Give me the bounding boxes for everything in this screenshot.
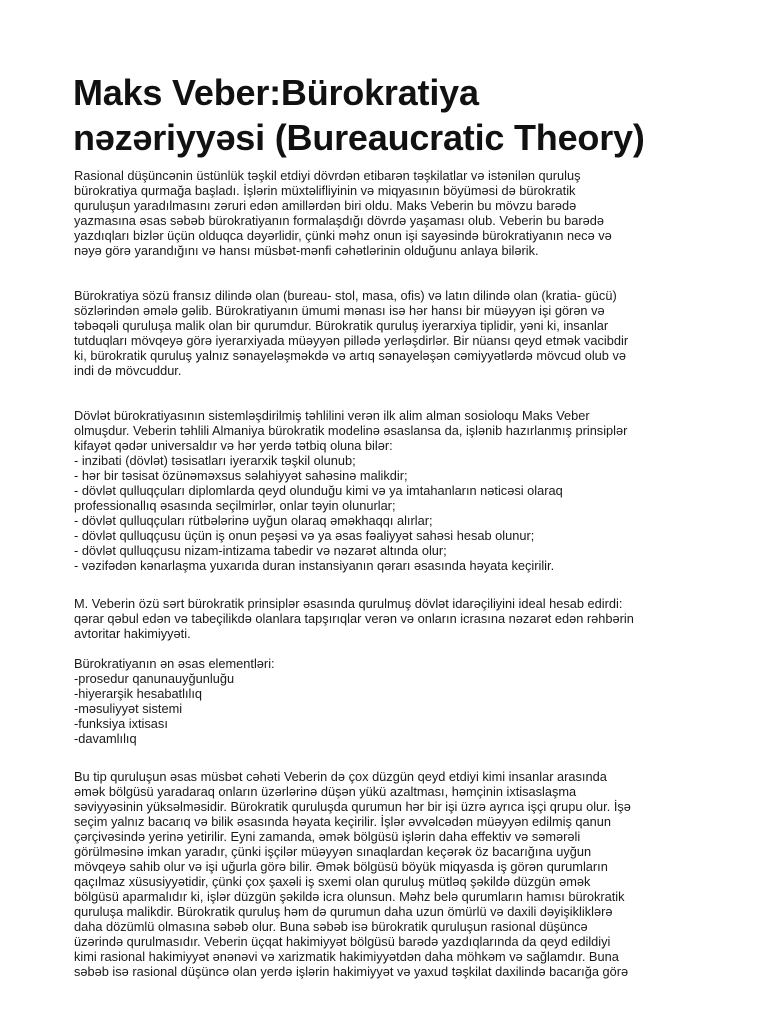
text-line: yazdıqları bizlər üçün olduqca dəyərlidir, çünki məhz onun işi sayəsində bürokratiyanın necə və — [74, 228, 612, 243]
text-line: sözlərindən əmələ gəlib. Bürokratiyanın ümumi mənası isə hər hansı bir müəyyən işi görən və — [74, 303, 605, 318]
text-line: qərar qəbul edən və tabeçilikdə olanlara tapşırıqlar verən və onların icrasına nəzarət edən rəhbərin — [74, 611, 634, 626]
text-line: bölgüsü aparmalıdır ki, işlər düzgün şəkildə icra olunsun. Məhz belə qurumların hamısı bürokratik — [74, 889, 625, 904]
list-item: -davamlılıq — [74, 731, 137, 746]
text-line: üzərində qurulmasıdır. Veberin üçqat hakimiyyət bölgüsü barədə yazdıqlarında da qeyd edildiyi — [74, 934, 611, 949]
text-line: yazmasına əsas səbəb bürokratiyanın formalaşdığı dövrdə yaşaması olub. Veberin bu barədə — [74, 213, 604, 228]
text-line: nəyə görə yarandığını və hansı müsbət-mənfi cəhətlərinin olduğunu anlaya bilərik. — [74, 243, 539, 258]
text-line: olmuşdur. Veberin təhlili Almaniya bürokratik modelinə əsaslansa da, işlənib hazırlanmış prinsiplər — [74, 423, 628, 438]
text-line: Rasional düşüncənin üstünlük təşkil etdiyi dövrdən etibarən təşkilatlar və istənilən quruluş — [74, 168, 581, 183]
text-line: əmək bölgüsü yaradaraq onların üzərlərinə düşən yükü azaltması, həmçinin ixtisaslaşma — [74, 784, 577, 799]
text-line: quruluşa malikdir. Bürokratik quruluş həm də qurumun daha uzun ömürlü və daxili dəyişikliklərə — [74, 904, 613, 919]
paragraph-ideal — [74, 596, 714, 641]
list-item: -məsuliyyət sistemi — [74, 701, 183, 716]
list-item: -prosedur qanunauyğunluğu — [74, 671, 235, 686]
list-item: - dövlət qulluqçusu üçün iş onun peşəsi və ya əsas fəaliyyət sahəsi hesab olunur; — [74, 528, 535, 543]
text-line: avtoritar hakimiyyəti. — [74, 626, 191, 641]
list-item: -hiyerarşik hesabatlılıq — [74, 686, 203, 701]
paragraph-gap — [74, 258, 714, 288]
document-body — [74, 168, 714, 979]
text-line: görülməsinə imkan yaradır, çünki işçilər müəyyən sınaqlardan keçərək öz bacarığına uyğun — [74, 844, 592, 859]
list-heading: Bürokratiyanın ən əsas elementləri: — [74, 656, 275, 671]
text-line: ki, bürokratik quruluş yalnız sənayeləşməkdə və artıq sənayeləşən cəmiyyətlərdə mövcud olub və — [74, 348, 626, 363]
paragraph-elements — [74, 656, 714, 746]
paragraph-gap — [74, 641, 714, 656]
paragraph-gap — [74, 378, 714, 408]
text-line: bürokratiya qurmağa başladı. İşlərin müxtəlifliyinin və miqyasının böyüməsi də bürokratik — [74, 183, 576, 198]
paragraph-intro — [74, 168, 714, 258]
text-line: Bürokratiya sözü fransız dilində olan (bureau- stol, masa, ofis) və latın dilində olan (kratia- gücü) — [74, 288, 617, 303]
list-item: - dövlət qulluqçusu nizam-intizama tabedir və nəzarət altında olur; — [74, 543, 447, 558]
list-item: - hər bir təsisat özünəməxsus səlahiyyət sahəsinə malikdir; — [74, 468, 408, 483]
text-line: çərçivəsində yerinə yetirilir. Eyni zamanda, əmək bölgüsü işlərin daha effektiv və səmərəli — [74, 829, 581, 844]
text-line: kimi rasional hakimiyyət ənənəvi və xarizmatik hakimiyyətdən daha möhkəm və sağlamdır. Buna — [74, 949, 619, 964]
list-item: -funksiya ixtisası — [74, 716, 168, 731]
paragraph-principles — [74, 408, 714, 573]
paragraph-advantages — [74, 769, 714, 979]
text-line: indi də mövcuddur. — [74, 363, 182, 378]
text-line: daha dözümlü olmasına səbəb olur. Buna səbəb isə bürokratik quruluşun rasional düşüncə — [74, 919, 588, 934]
text-line: səviyyəsinin yüksəlməsidir. Bürokratik quruluşda qurumun hər bir işi üzrə ayrıca işçi qrupu olur. İşə — [74, 799, 631, 814]
text-line: mövqeyə sahib olur və işi uğurla görə bilir. Əmək bölgüsü böyük miqyasda iş görən qurumların — [74, 859, 608, 874]
text-line: seçim yalnız bacarıq və bilik əsasında həyata keçirilir. İşlər əvvəlcədən müəyyən edilmiş qanun — [74, 814, 612, 829]
list-item: - inzibati (dövlət) təsisatları iyerarxik təşkil olunub; — [74, 453, 356, 468]
text-line: təbəqəli quruluşa malik olan bir qurumdur. Bürokratik quruluş iyerarxiya tiplidir, yəni ki, insanlar — [74, 318, 609, 333]
paragraph-gap — [74, 573, 714, 596]
text-line: tutduqları mövqeyə görə iyerarxiyada müəyyən pillədə yerləşdirlər. Bir nüansı qeyd etmək vacibdir — [74, 333, 629, 348]
text-line: səbəb isə rasional düşüncə olan yerdə işlərin hakimiyyət və yaxud təşkilat daxilində bacarığa görə — [74, 964, 629, 979]
page-title — [73, 70, 733, 160]
text-line: kifayət qədər universaldır və hər yerdə tətbiq oluna bilər: — [74, 438, 393, 453]
text-line: Dövlət bürokratiyasının sistemləşdirilmiş təhlilini verən ilk alim alman sosioloqu Maks Veber — [74, 408, 590, 423]
paragraph-etymology — [74, 288, 714, 378]
text-line: qaçılmaz xüsusiyyətidir, çünki çox şaxəli iş sxemi olan quruluş mütləq şəkildə düzgün əmək — [74, 874, 591, 889]
list-item: professionallıq əsasında seçilmirlər, onlar təyin olunurlar; — [74, 498, 396, 513]
text-line: M. Veberin özü sərt bürokratik prinsiplər əsasında qurulmuş dövlət idarəçiliyini ideal hesab edirdi: — [74, 596, 623, 611]
text-line: Bu tip quruluşun əsas müsbət cəhəti Veberin də çox düzgün qeyd etdiyi kimi insanlar arasında — [74, 769, 607, 784]
list-item: - dövlət qulluqçuları rütbələrinə uyğun olaraq əməkhaqqı alırlar; — [74, 513, 433, 528]
list-item: - vəzifədən kənarlaşma yuxarıda duran instansiyanın qərarı əsasında həyata keçirilir. — [74, 558, 555, 573]
text-line: quruluşun yaradılmasını zəruri edən amillərdən biri oldu. Maks Veberin bu mövzu barədə — [74, 198, 577, 213]
paragraph-gap — [74, 746, 714, 769]
title-line: nəzəriyyəsi (Bureaucratic Theory) — [73, 117, 645, 158]
title-line: Maks Veber:Bürokratiya — [73, 72, 479, 113]
list-item: - dövlət qulluqçuları diplomlarda qeyd olunduğu kimi və ya imtahanların nəticəsi olaraq — [74, 483, 563, 498]
